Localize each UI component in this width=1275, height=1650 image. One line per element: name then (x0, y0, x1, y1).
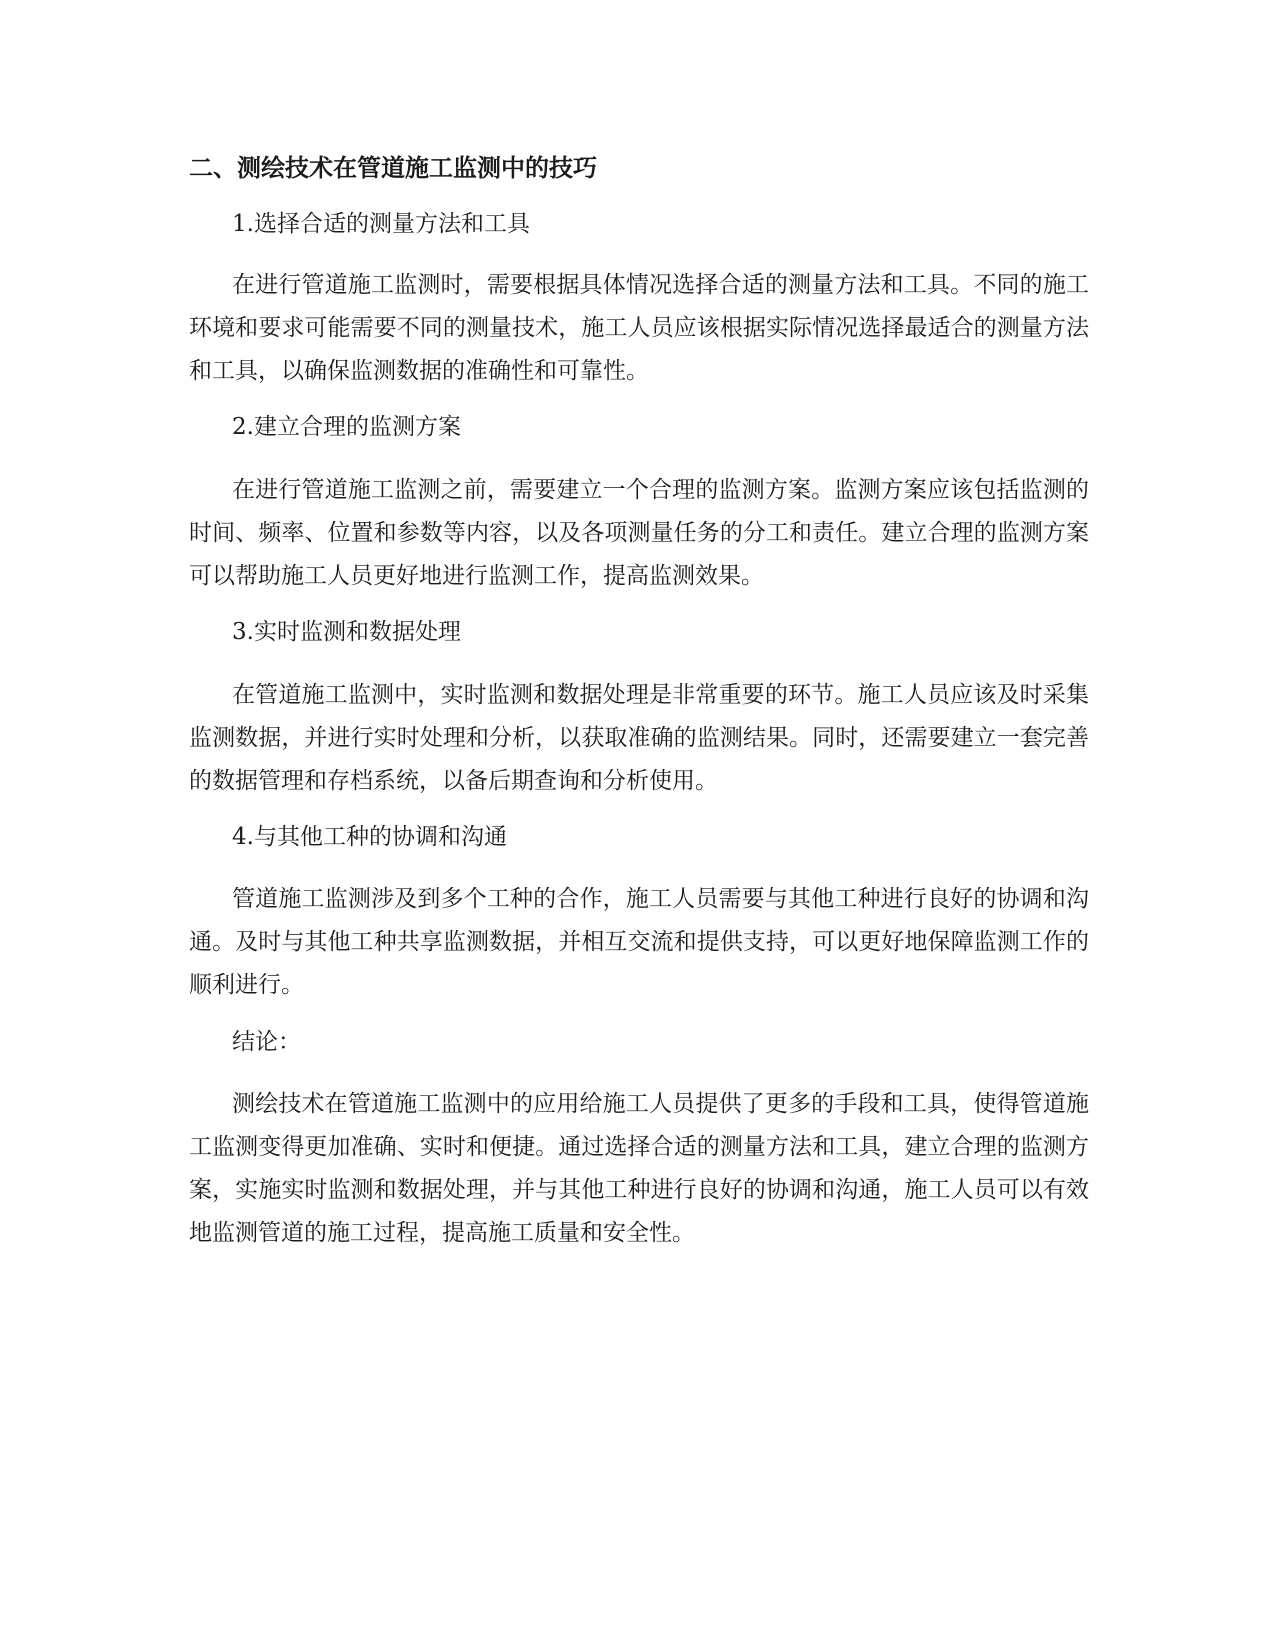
paragraph-3: 在管道施工监测中，实时监测和数据处理是非常重要的环节。施工人员应该及时采集监测数据，并进行实时处理和分析，以获取准确的监测结果。同时，还需要建立一套完善的数据管理和存档系统，以备后期查询和分析使用。 (189, 682, 1089, 794)
subsection-title-3: 3.实时监测和数据处理 (232, 619, 461, 645)
paragraph-2: 在进行管道施工监测之前，需要建立一个合理的监测方案。监测方案应该包括监测的时间、频率、位置和参数等内容，以及各项测量任务的分工和责任。建立合理的监测方案可以帮助施工人员更好地进行监测工作，提高监测效果。 (189, 477, 1089, 589)
conclusion-paragraph: 测绘技术在管道施工监测中的应用给施工人员提供了更多的手段和工具，使得管道施工监测变得更加准确、实时和便捷。通过选择合适的测量方法和工具，建立合理的监测方案，实施实时监测和数据处理，并与其他工种进行良好的协调和沟通，施工人员可以有效地监测管道的施工过程，提高施工质量和安全性。 (189, 1091, 1089, 1246)
section-heading: 二、测绘技术在管道施工监测中的技巧 (189, 154, 597, 182)
conclusion-label: 结论： (232, 1029, 301, 1055)
subsection-title-4: 4.与其他工种的协调和沟通 (232, 824, 507, 850)
subsection-title-2: 2.建立合理的监测方案 (232, 414, 461, 440)
subsection-title-1: 1.选择合适的测量方法和工具 (232, 211, 530, 237)
paragraph-1: 在进行管道施工监测时，需要根据具体情况选择合适的测量方法和工具。不同的施工环境和要求可能需要不同的测量技术，施工人员应该根据实际情况选择最适合的测量方法和工具，以确保监测数据的准确性和可靠性。 (189, 272, 1089, 384)
paragraph-4: 管道施工监测涉及到多个工种的合作，施工人员需要与其他工种进行良好的协调和沟通。及时与其他工种共享监测数据，并相互交流和提供支持，可以更好地保障监测工作的顺利进行。 (189, 886, 1089, 998)
